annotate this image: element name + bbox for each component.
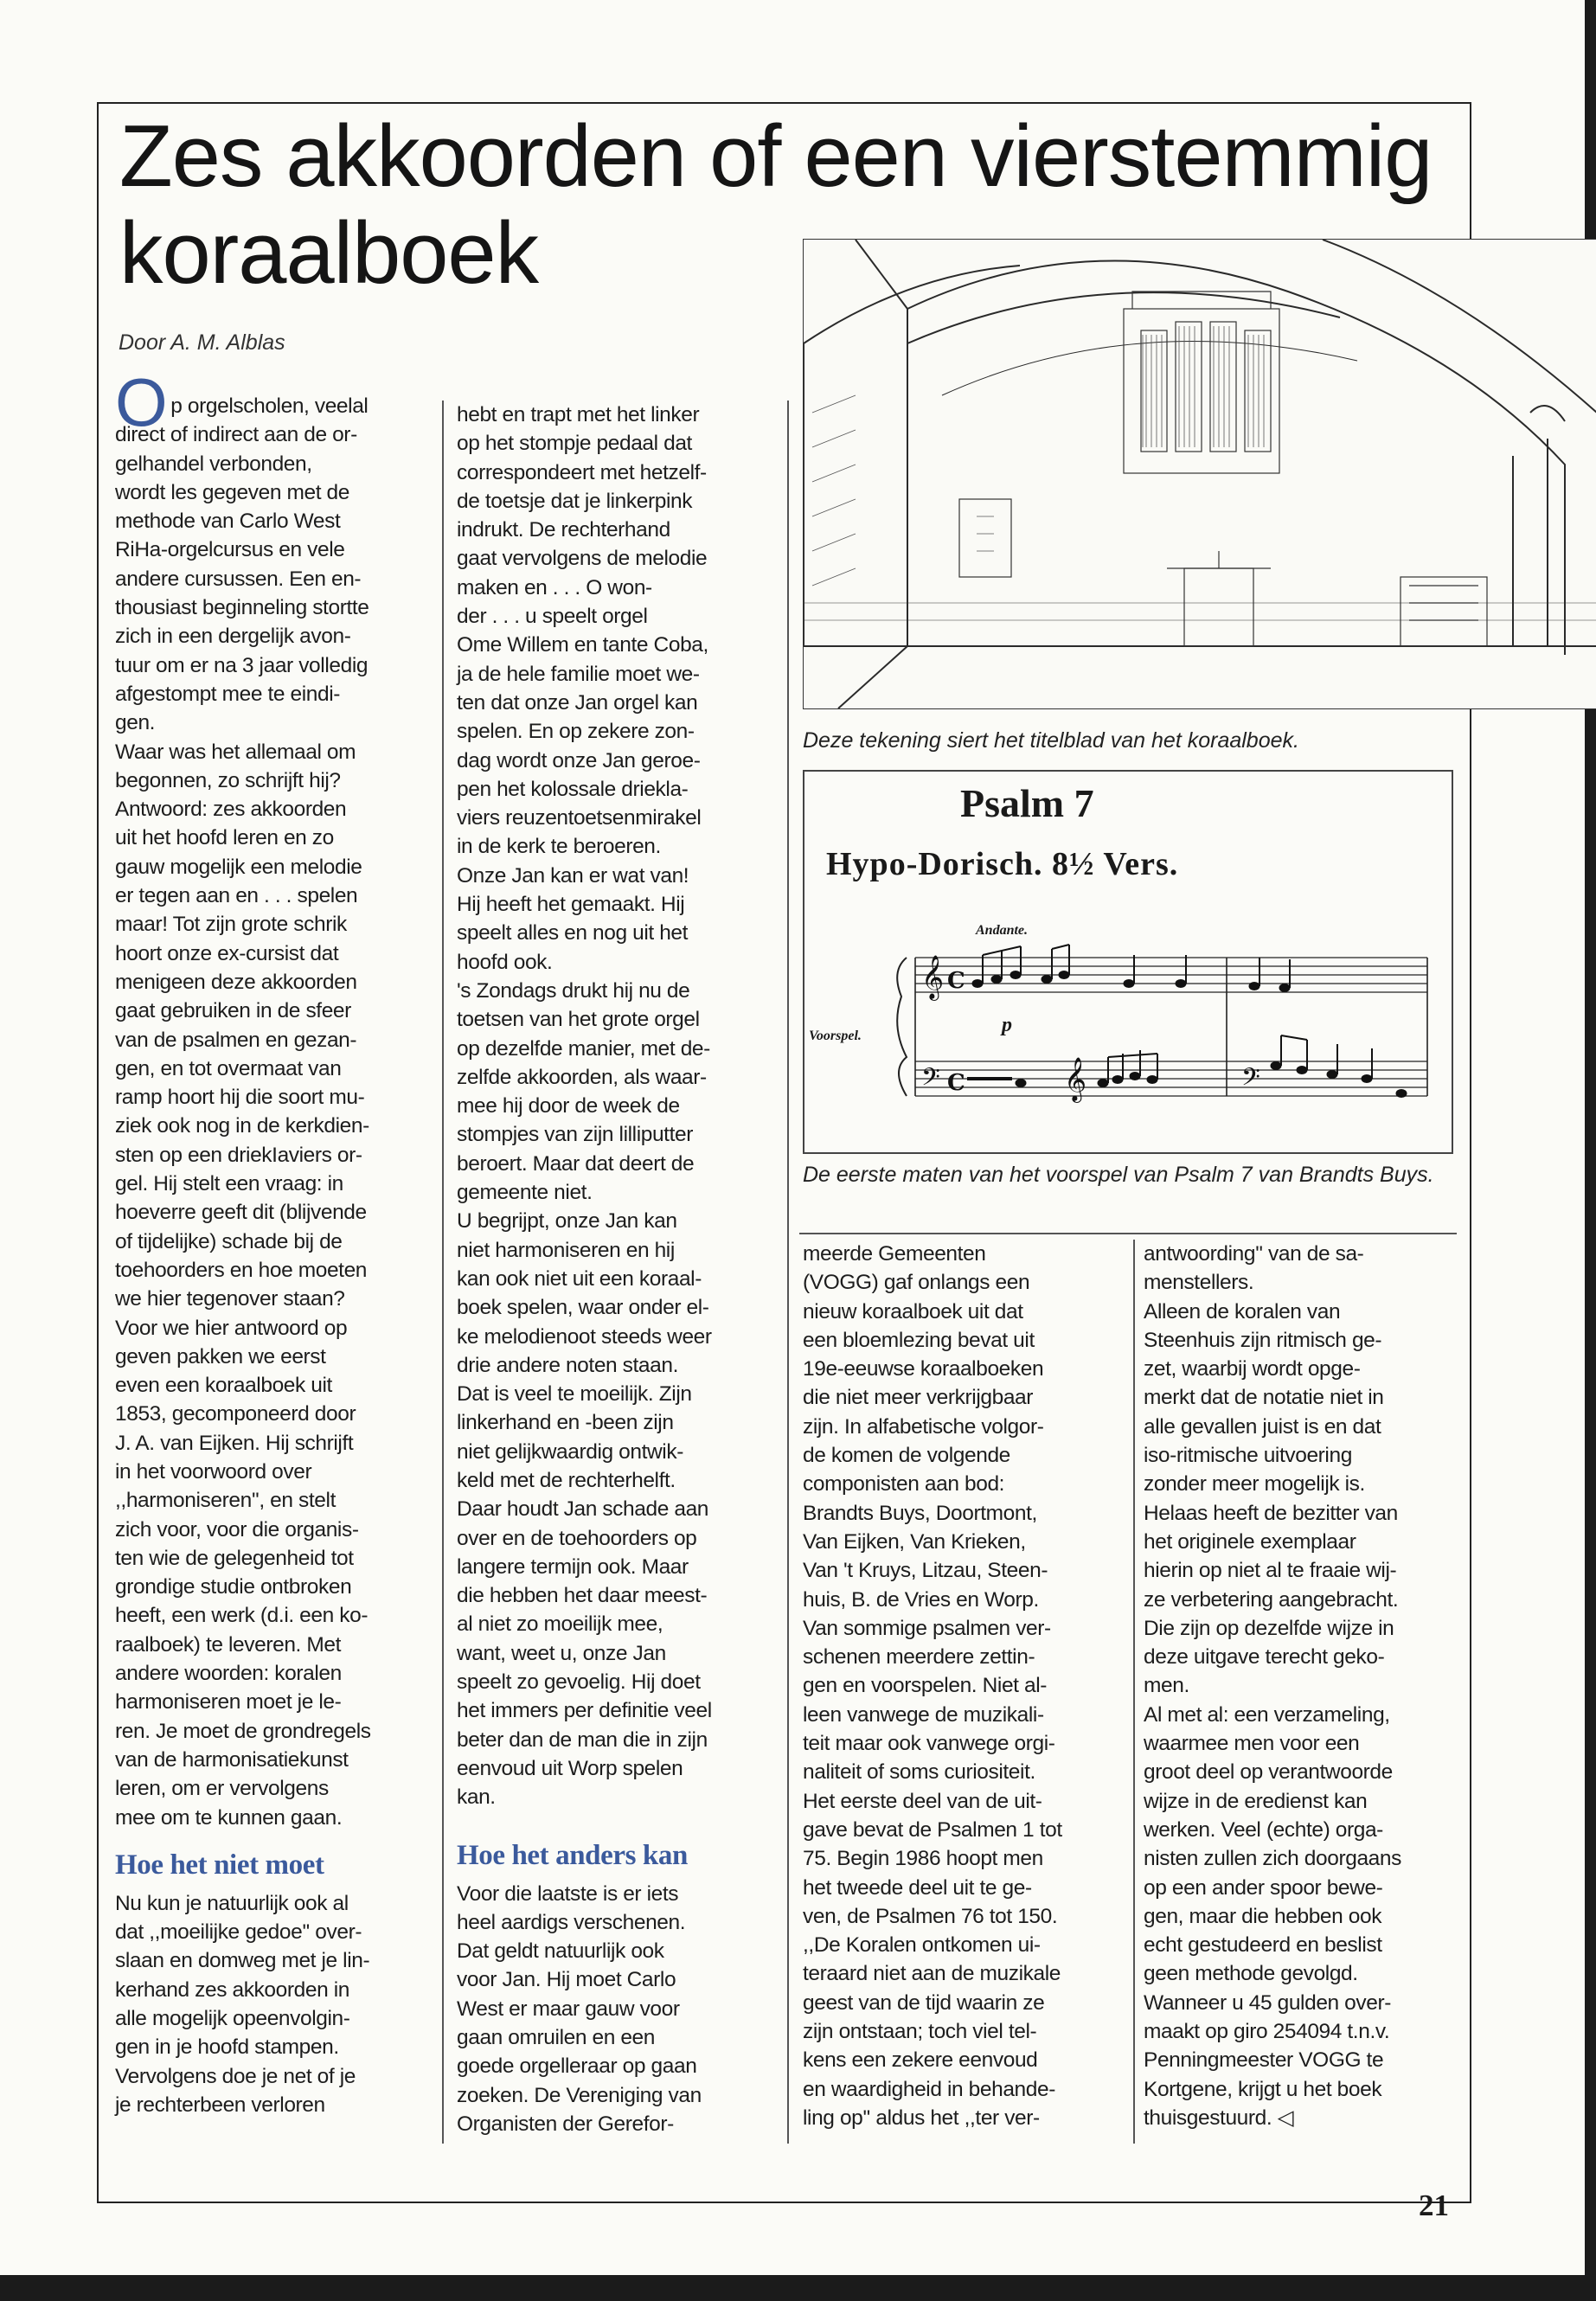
organ-church-sketch xyxy=(803,239,1596,709)
column-2 xyxy=(457,401,781,2138)
drop-cap: O xyxy=(115,364,168,440)
voorspel-label: Voorspel. xyxy=(809,1029,862,1043)
svg-text:C: C xyxy=(947,968,965,994)
byline: Door A. M. Alblas xyxy=(119,330,285,355)
svg-text:𝄞: 𝄞 xyxy=(1064,1057,1087,1101)
column-1 xyxy=(115,364,432,2119)
score-caption: De eerste maten van het voorspel van Psalm 7 van Brandts Buys. xyxy=(803,1163,1434,1187)
col1-body-2: Nu kun je natuurlijk ook al dat ,,moeilijke gedoe'' over- slaan en domweg met je lin- kerhand zes akkoorden in alle mogelijk opeenvolgin- gen in je hoofd stampen. Vervolgens doe je net of je je rechterbeen verloren xyxy=(115,1891,370,2117)
column-4 xyxy=(1144,1240,1464,2132)
col2-body: hebt en trapt met het linker op het stompje pedaal dat correspondeert met hetzelf- de toetsje dat je linkerpink indrukt. De rechterhand gaat vervolgens de melodie maken en . . . O won- der . . . u speelt orgel Ome Willem en tante Coba, ja de hele familie moet we- ten dat onze Jan orgel kan spelen. En op zekere zon- dag wordt onze Jan geroe- pen het kolossale driekla- viers reuzentoetsenmirakel in de kerk te beroeren. Onze Jan kan er wat van! Hij heeft het gemaakt. Hij speelt alles en nog uit het hoofd ook. 's Zondags drukt hij nu de toetsen van het grote orgel op dezelfde manier, met de- zelfde akkoorden, als waar- mee hij door de week de stompjes van zijn lilliputter beroert. Maar dat deert de gemeente niet. U begrijpt, onze Jan kan niet harmoniseren en hij kan ook niet uit een koraal- boek spelen, waar onder el- ke melodienoot steeds weer drie andere noten staan. Dat is veel te moeilijk. Zijn linkerhand en -been zijn niet gelijkwaardig ontwik- keld met de rechterhelft. Daar houdt Jan schade aan over en de toehoorders op langere termijn ook. Maar die hebben het daar meest- al niet zo moeilijk mee, want, weet u, onze Jan speelt zo gevoelig. Hij doet het immers per definitie veel beter dan de man die in zijn eenvoud uit Worp spelen kan. xyxy=(457,403,712,1810)
dynamic-marking: p xyxy=(1002,1014,1012,1036)
column-3 xyxy=(803,1240,1123,2132)
col3-body: meerde Gemeenten (VOGG) gaf onlangs een nieuw koraalboek uit dat een bloemlezing bevat uit 19e-eeuwse koraalboeken die niet meer verkrijgbaar zijn. In alfabetische volgor- de komen de volgende componisten aan bod: Brandts Buys, Doortmont, Van Eijken, Van Krieken, Van 't Kruys, Litzau, Steen- huis, B. de Vries en Worp. Van sommige psalmen ver- schenen meerdere zettin- gen en voorspelen. Niet al- leen vanwege de muzikali- teit maar ook vanwege orgi- naliteit of soms curiositeit. Het eerste deel van de uit- gave bevat de Psalmen 1 tot 75. Begin 1986 hoopt men het tweede deel uit te ge- ven, de Psalmen 76 tot 150. ,,De Koralen ontkomen ui- teraard niet aan de muzikale geest van de tijd waarin ze zijn ontstaan; toch viel tel- kens een zekere eenvoud en waardigheid in behande- ling op'' aldus het ,,ter ver- xyxy=(803,1242,1062,2130)
svg-text:𝄞: 𝄞 xyxy=(921,955,945,999)
page-number: 21 xyxy=(1419,2189,1449,2222)
svg-text:𝄢: 𝄢 xyxy=(1241,1063,1260,1098)
score-title: Psalm 7 xyxy=(960,781,1094,825)
svg-text:𝄢: 𝄢 xyxy=(921,1063,940,1098)
heading-hoe-het-niet-moet: Hoe het niet moet xyxy=(115,1849,324,1881)
organ-sketch-illustration xyxy=(804,240,1596,708)
column-divider xyxy=(787,401,789,2144)
score-subtitle: Hypo-Dorisch. 8½ Vers. xyxy=(826,846,1179,882)
tempo-marking: Andante. xyxy=(976,923,1029,938)
col2-body-2: Voor die laatste is er iets heel aardigs verschenen. Dat geldt natuurlijk ook voor Jan. Hij moet Carlo West er maar gauw voor gaan omruilen en een goede orgelleraar op gaan zoeken. De Vereniging van Organisten der Gerefor- xyxy=(457,1881,702,2136)
svg-text:C: C xyxy=(947,1070,965,1096)
sketch-caption: Deze tekening siert het titelblad van het koraalboek. xyxy=(803,728,1299,753)
psalm-7-score xyxy=(803,770,1453,1154)
score-staves xyxy=(804,772,1452,1152)
heading-hoe-het-anders-kan: Hoe het anders kan xyxy=(457,1839,688,1871)
col1-body: p orgelscholen, veelal direct of indirect aan de or- gelhandel verbonden, wordt les gegeven met de methode van Carlo West RiHa-orgelcursus en vele andere cursussen. Een en- thousiast beginneling stortte zich in een dergelijk avon- tuur om er na 3 jaar volledig afgestompt mee te eindi- gen. Waar was het allemaal om begonnen, zo schrijft hij? Antwoord: zes akkoorden uit het hoofd leren en zo gauw mogelijk een melodie er tegen aan en . . . spelen maar! Tot zijn grote schrik hoort onze ex-cursist dat menigeen deze akkoorden gaat gebruiken in de sfeer van de psalmen en gezan- gen, en tot overmaat van ramp hoort hij die soort mu- ziek ook nog in de kerkdien- sten op een driekIaviers or- gel. Hij stelt een vraag: in hoeverre geeft dit (blijvende of tijdelijke) schade bij de toehoorders en hoe moeten we hier tegenover staan? Voor we hier antwoord op geven pakken we eerst even een koraalboek uit 1853, gecomponeerd door J. A. van Eijken. Hij schrijft in het voorwoord over ,,harmoniseren'', en stelt zich voor, voor die organis- ten wie de gelegenheid tot grondige studie ontbroken heeft, een werk (d.i. een ko- raalboek) te leveren. Met andere woorden: koralen harmoniseren moet je le- ren. Je moet de grondregels van de harmonisatiekunst leren, om er vervolgens mee om te kunnen gaan. xyxy=(115,394,371,1830)
column-divider xyxy=(1133,1240,1135,2144)
column-divider xyxy=(442,401,444,2144)
col4-body: antwoording'' van de sa- menstellers. Alleen de koralen van Steenhuis zijn ritmisch ge- zet, waarbij wordt opge- merkt dat de notatie niet in alle gevallen juist is en dat iso-ritmische uitvoering zonder meer mogelijk is. Helaas heeft de bezitter van het originele exemplaar hierin op niet al te fraaie wij- ze verbetering aangebracht. Die zijn op dezelfde wijze in deze uitgave terecht geko- men. Al met al: een verzameling, waarmee men voor een groot deel op verantwoorde wijze in de eredienst kan werken. Veel (echte) orga- nisten zullen zich doorgaans op een ander spoor bewe- gen, maar die hebben ook echt gestudeerd en beslist geen methode gevolgd. Wanneer u 45 gulden over- maakt op giro 254094 t.n.v. Penningmeester VOGG te Kortgene, krijgt u het boek thuisgestuurd. ◁ xyxy=(1144,1242,1401,2130)
section-rule xyxy=(799,1233,1457,1234)
article-title: Zes akkoorden of een vierstemmig koraalboek xyxy=(119,108,1433,302)
